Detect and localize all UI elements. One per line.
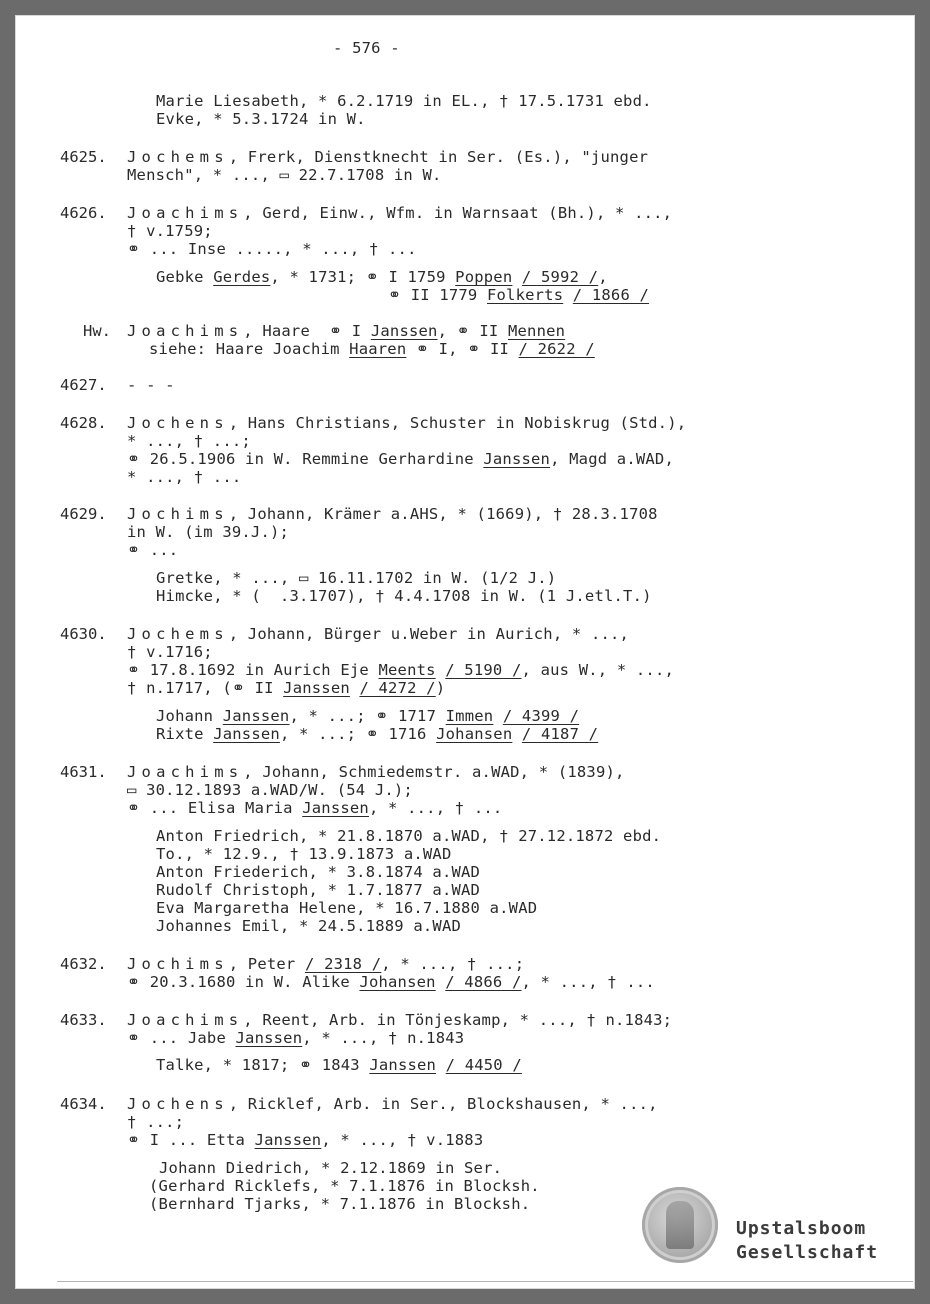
underlined-name: Johansen bbox=[436, 725, 513, 743]
entry-text: , * 1731; ⚭ I 1759 bbox=[270, 268, 456, 286]
entry-line: Anton Friederich, * 3.8.1874 a.WAD bbox=[156, 863, 481, 881]
surname: Jochims bbox=[127, 955, 229, 973]
entry-line bbox=[149, 340, 595, 358]
entry-number: Hw. bbox=[83, 322, 111, 340]
entry-text: , * ..., † ...; bbox=[381, 955, 525, 973]
entry-line bbox=[127, 505, 658, 523]
entry-text: ⚭ 26.5.1906 in W. Remmine Gerhardine bbox=[127, 450, 484, 468]
entry-line: ⚭ ... bbox=[127, 541, 179, 559]
entry-line: - - - bbox=[127, 376, 175, 394]
entry-text: ⚭ ... Jabe bbox=[127, 1029, 236, 1047]
entry-text: , * ...; ⚭ 1717 bbox=[289, 707, 446, 725]
entry-line: Marie Liesabeth, * 6.2.1719 in EL., † 17.5.1731 ebd. bbox=[156, 92, 652, 110]
entry-line: in W. (im 39.J.); bbox=[127, 523, 290, 541]
entry-line bbox=[127, 1029, 464, 1047]
surname: Jochims bbox=[127, 505, 229, 523]
underlined-name: Mennen bbox=[507, 322, 566, 340]
entry-line bbox=[127, 1095, 658, 1113]
surname: Jochems bbox=[127, 625, 229, 643]
entry-text: , * ..., † v.1883 bbox=[321, 1131, 484, 1149]
entry-line bbox=[127, 955, 524, 973]
entry-text: , Johann, Krämer a.AHS, * (1669), † 28.3.1708 bbox=[228, 505, 658, 523]
underlined-name: Janssen bbox=[235, 1029, 303, 1047]
underlined-name: Janssen bbox=[302, 799, 369, 817]
entry-text: ⚭ I, ⚭ II bbox=[406, 340, 519, 358]
entry-line: † v.1716; bbox=[127, 643, 213, 661]
entry-text: , Frerk, Dienstknecht in Ser. (Es.), "junger bbox=[228, 148, 649, 166]
entry-line bbox=[127, 679, 445, 697]
entry-text: , bbox=[598, 268, 608, 286]
underlined-name: Janssen bbox=[222, 707, 290, 725]
brand-line-2: Gesellschaft bbox=[736, 1242, 879, 1263]
entry-text: , Gerd, Einw., Wfm. in Warnsaat (Bh.), * ..., bbox=[243, 204, 673, 222]
entry-text: ⚭ II 1779 bbox=[388, 286, 487, 304]
cross-reference: / 2318 / bbox=[305, 955, 382, 973]
underlined-name: Janssen bbox=[213, 725, 280, 743]
entry-line: Gretke, * ..., ▭ 16.11.1702 in W. (1/2 J.) bbox=[156, 569, 557, 587]
underlined-name: Janssen bbox=[283, 679, 350, 697]
seal-logo-icon bbox=[642, 1187, 718, 1263]
entry-line: Anton Friedrich, * 21.8.1870 a.WAD, † 27.12.1872 ebd. bbox=[156, 827, 662, 845]
entry-line: * ..., † ... bbox=[127, 468, 242, 486]
entry-text: † n.1717, (⚭ II bbox=[127, 679, 284, 697]
entry-line: Eva Margaretha Helene, * 16.7.1880 a.WAD bbox=[156, 899, 538, 917]
entry-number: 4633. bbox=[60, 1011, 107, 1029]
cross-reference: / 4866 / bbox=[445, 973, 522, 991]
entry-text bbox=[563, 286, 573, 304]
surname: Jochens bbox=[127, 414, 229, 432]
entry-text bbox=[493, 707, 503, 725]
entry-line bbox=[127, 799, 502, 817]
surname: Joachims bbox=[127, 204, 244, 222]
cross-reference: / 5190 / bbox=[445, 661, 522, 679]
entry-text: Rixte bbox=[156, 725, 214, 743]
footer-rule bbox=[57, 1281, 913, 1282]
entry-number: 4626. bbox=[60, 204, 107, 222]
entry-text: , aus W., * ..., bbox=[521, 661, 675, 679]
entry-line bbox=[127, 973, 655, 991]
entry-line: † v.1759; bbox=[127, 222, 213, 240]
entry-text: ) bbox=[435, 679, 446, 697]
entry-line bbox=[127, 414, 686, 432]
entry-line bbox=[127, 1011, 672, 1029]
underlined-name: Janssen bbox=[369, 1056, 437, 1074]
cross-reference: / 4187 / bbox=[521, 725, 599, 743]
entry-text bbox=[512, 268, 522, 286]
entry-number: 4625. bbox=[60, 148, 107, 166]
surname: Joachims bbox=[127, 322, 244, 340]
entry-number: 4632. bbox=[60, 955, 107, 973]
entry-line: Johann Diedrich, * 2.12.1869 in Ser. bbox=[159, 1159, 503, 1177]
entry-line: To., * 12.9., † 13.9.1873 a.WAD bbox=[156, 845, 452, 863]
underlined-name: Haaren bbox=[349, 340, 407, 358]
cross-reference: / 4450 / bbox=[445, 1056, 522, 1074]
entry-text: , Haare ⚭ I bbox=[243, 322, 371, 340]
cross-reference: / 1866 / bbox=[572, 286, 650, 304]
document-page bbox=[15, 15, 915, 1289]
entry-line bbox=[127, 1131, 483, 1149]
entry-line bbox=[127, 450, 674, 468]
entry-line bbox=[156, 268, 608, 286]
page-number: - 576 - bbox=[333, 39, 400, 57]
entry-text: , Ricklef, Arb. in Ser., Blockshausen, * ..., bbox=[228, 1095, 658, 1113]
entry-line: Rudolf Christoph, * 1.7.1877 a.WAD bbox=[156, 881, 481, 899]
entry-text: ⚭ ... Elisa Maria bbox=[127, 799, 303, 817]
entry-text: , Reent, Arb. in Tönjeskamp, * ..., † n.1843; bbox=[243, 1011, 673, 1029]
entry-text: ⚭ I ... Etta bbox=[127, 1131, 255, 1149]
entry-line: Evke, * 5.3.1724 in W. bbox=[156, 110, 366, 128]
surname: Jochens bbox=[127, 1095, 229, 1113]
entry-number: 4629. bbox=[60, 505, 107, 523]
entry-text: Gebke bbox=[156, 268, 214, 286]
entry-text: , * ..., † n.1843 bbox=[302, 1029, 465, 1047]
entry-text: Johann bbox=[156, 707, 223, 725]
underlined-name: Janssen bbox=[483, 450, 551, 468]
entry-line bbox=[127, 625, 629, 643]
entry-line bbox=[127, 661, 674, 679]
cross-reference: / 5992 / bbox=[521, 268, 599, 286]
entry-text: ⚭ 17.8.1692 in Aurich Eje bbox=[127, 661, 379, 679]
entry-number: 4628. bbox=[60, 414, 107, 432]
cross-reference: / 4399 / bbox=[502, 707, 580, 725]
entry-text: , Peter bbox=[228, 955, 305, 973]
entry-number: 4627. bbox=[60, 376, 107, 394]
underlined-name: Janssen bbox=[370, 322, 438, 340]
entry-number: 4630. bbox=[60, 625, 107, 643]
entry-text: , Johann, Bürger u.Weber in Aurich, * ..., bbox=[228, 625, 630, 643]
entry-line bbox=[156, 707, 579, 725]
entry-line bbox=[127, 322, 565, 340]
entry-text bbox=[436, 661, 446, 679]
entry-text: ⚭ 20.3.1680 in W. Alike bbox=[127, 973, 360, 991]
entry-line: † ...; bbox=[127, 1113, 185, 1131]
entry-text bbox=[436, 973, 446, 991]
entry-line: (Bernhard Tjarks, * 7.1.1876 in Blocksh. bbox=[149, 1195, 531, 1213]
underlined-name: Johansen bbox=[359, 973, 436, 991]
entry-text: siehe: Haare Joachim bbox=[149, 340, 350, 358]
entry-line bbox=[156, 1056, 522, 1074]
seal-figure bbox=[666, 1201, 694, 1249]
surname: Jochems bbox=[127, 148, 229, 166]
entry-line: Mensch", * ..., ▭ 22.7.1708 in W. bbox=[127, 166, 442, 184]
cross-reference: / 2622 / bbox=[518, 340, 595, 358]
entry-text: , * ..., † ... bbox=[521, 973, 655, 991]
entry-line: ⚭ ... Inse ....., * ..., † ... bbox=[127, 240, 417, 258]
underlined-name: Gerdes bbox=[213, 268, 271, 286]
brand-line-1: Upstalsboom bbox=[736, 1218, 867, 1239]
entry-number: 4634. bbox=[60, 1095, 107, 1113]
entry-text bbox=[436, 1056, 446, 1074]
surname: Joachims bbox=[127, 763, 244, 781]
entry-text bbox=[512, 725, 522, 743]
entry-line bbox=[156, 725, 598, 743]
entry-line: * ..., † ...; bbox=[127, 432, 251, 450]
entry-line bbox=[388, 286, 649, 304]
entry-line: Himcke, * ( .3.1707), † 4.4.1708 in W. (1 J.etl.T.) bbox=[156, 587, 652, 605]
underlined-name: Poppen bbox=[455, 268, 513, 286]
entry-text: , * ..., † ... bbox=[368, 799, 503, 817]
entry-text: , ⚭ II bbox=[437, 322, 508, 340]
underlined-name: Meents bbox=[378, 661, 436, 679]
underlined-name: Janssen bbox=[254, 1131, 322, 1149]
entry-number: 4631. bbox=[60, 763, 107, 781]
entry-text: , Hans Christians, Schuster in Nobiskrug (Std.), bbox=[228, 414, 687, 432]
entry-text: , Johann, Schmiedemstr. a.WAD, * (1839), bbox=[243, 763, 625, 781]
cross-reference: / 4272 / bbox=[359, 679, 436, 697]
entry-text: , * ...; ⚭ 1716 bbox=[279, 725, 437, 743]
entry-line bbox=[127, 148, 648, 166]
underlined-name: Immen bbox=[445, 707, 494, 725]
entry-text: , Magd a.WAD, bbox=[550, 450, 674, 468]
surname: Joachims bbox=[127, 1011, 244, 1029]
entry-line: ▭ 30.12.1893 a.WAD/W. (54 J.); bbox=[127, 781, 413, 799]
entry-line bbox=[127, 763, 625, 781]
entry-line bbox=[127, 204, 672, 222]
entry-line: Johannes Emil, * 24.5.1889 a.WAD bbox=[156, 917, 462, 935]
entry-line: (Gerhard Ricklefs, * 7.1.1876 in Blocksh. bbox=[149, 1177, 540, 1195]
entry-text: Talke, * 1817; ⚭ 1843 bbox=[156, 1056, 370, 1074]
underlined-name: Folkerts bbox=[486, 286, 564, 304]
